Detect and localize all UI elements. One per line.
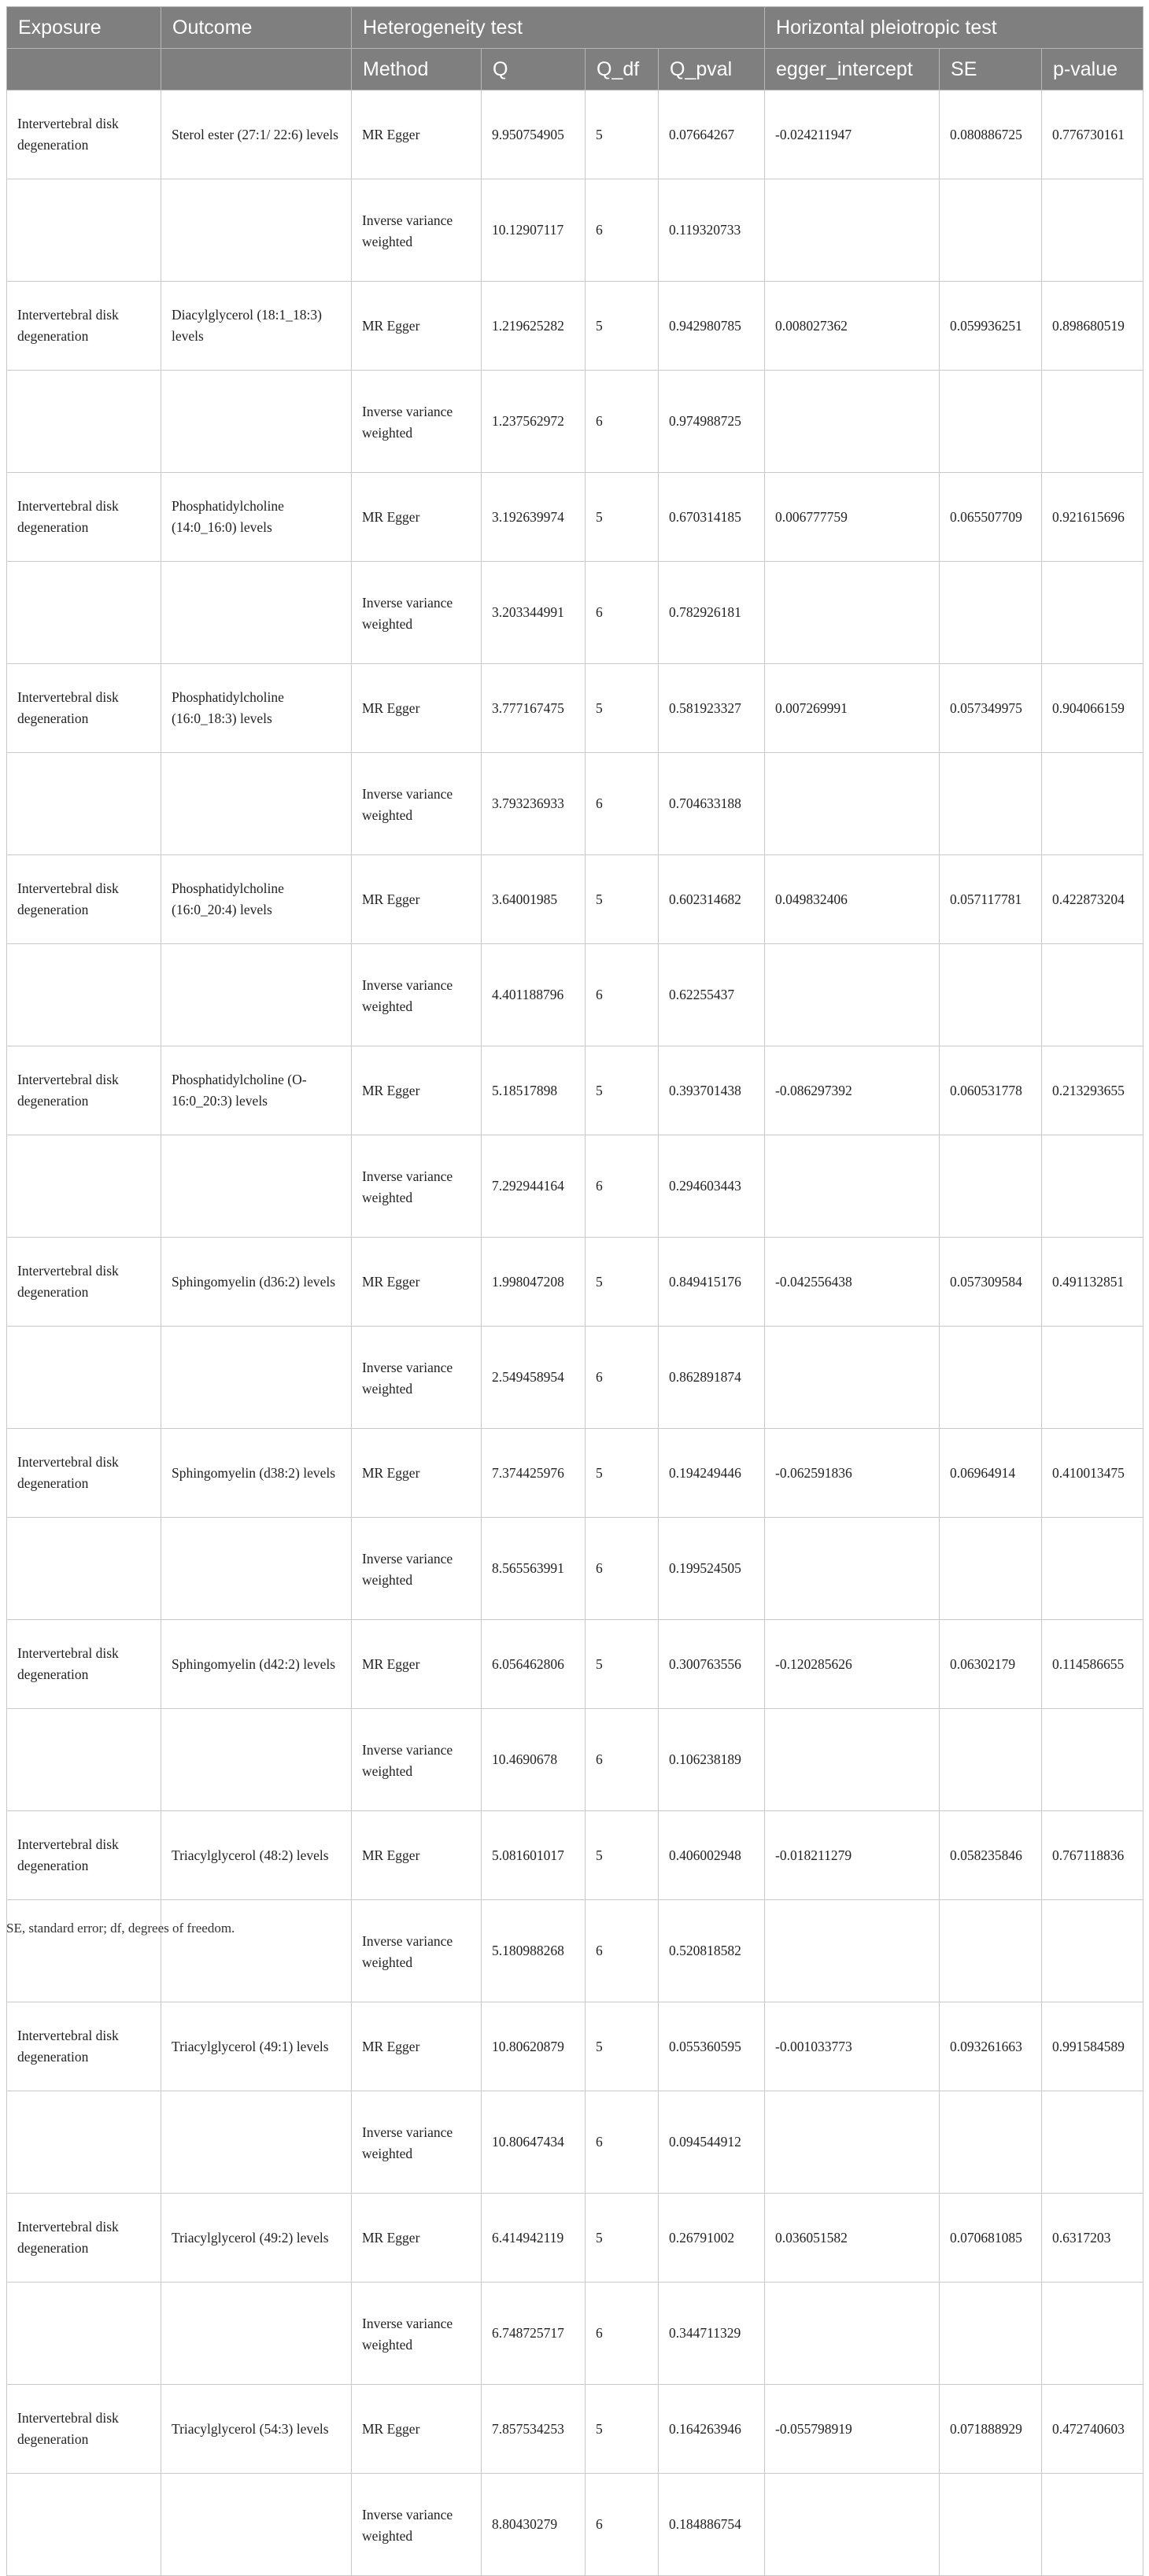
p-value-cell: 0.776730161	[1042, 90, 1143, 179]
outcome-cell	[161, 944, 352, 1046]
header-exposure: Exposure	[7, 7, 161, 49]
exposure-cell	[7, 562, 161, 664]
exposure-cell	[7, 1327, 161, 1429]
p-value-cell: 0.422873204	[1042, 855, 1143, 944]
p-value-cell	[1042, 2091, 1143, 2194]
results-table	[6, 6, 1143, 2576]
q-pval-cell: 0.62255437	[659, 944, 765, 1046]
q-df-cell: 6	[586, 944, 659, 1046]
se-cell: 0.058235846	[940, 1811, 1042, 1900]
q-pval-cell: 0.393701438	[659, 1046, 765, 1135]
table-row	[7, 855, 1143, 944]
p-value-cell	[1042, 371, 1143, 473]
outcome-cell: Triacylglycerol (49:1) levels	[161, 2002, 352, 2091]
exposure-cell: Intervertebral disk degeneration	[7, 664, 161, 753]
q-cell: 3.203344991	[482, 562, 586, 664]
exposure-cell	[7, 2474, 161, 2576]
q-pval-cell: 0.862891874	[659, 1327, 765, 1429]
outcome-cell	[161, 1135, 352, 1238]
method-cell: Inverse variance weighted	[352, 2474, 482, 2576]
method-cell: Inverse variance weighted	[352, 944, 482, 1046]
q-df-cell: 5	[586, 473, 659, 562]
se-cell: 0.06964914	[940, 1429, 1042, 1518]
outcome-cell: Phosphatidylcholine (14:0_16:0) levels	[161, 473, 352, 562]
q-cell: 1.237562972	[482, 371, 586, 473]
egger-intercept-cell: 0.006777759	[765, 473, 940, 562]
outcome-cell: Sphingomyelin (d42:2) levels	[161, 1620, 352, 1709]
header-empty-outcome	[161, 49, 352, 90]
p-value-cell: 0.491132851	[1042, 1238, 1143, 1327]
q-pval-cell: 0.300763556	[659, 1620, 765, 1709]
method-cell: MR Egger	[352, 1620, 482, 1709]
q-df-cell: 5	[586, 1238, 659, 1327]
q-df-cell: 5	[586, 1046, 659, 1135]
outcome-cell: Sphingomyelin (d36:2) levels	[161, 1238, 352, 1327]
q-cell: 6.748725717	[482, 2283, 586, 2385]
q-cell: 8.80430279	[482, 2474, 586, 2576]
q-cell: 5.180988268	[482, 1900, 586, 2002]
p-value-cell: 0.410013475	[1042, 1429, 1143, 1518]
egger-intercept-cell	[765, 1327, 940, 1429]
se-cell	[940, 562, 1042, 664]
method-cell: MR Egger	[352, 282, 482, 371]
q-pval-cell: 0.974988725	[659, 371, 765, 473]
q-pval-cell: 0.106238189	[659, 1709, 765, 1811]
table-row	[7, 1429, 1143, 1518]
se-cell: 0.070681085	[940, 2194, 1042, 2283]
method-cell: Inverse variance weighted	[352, 1135, 482, 1238]
se-cell: 0.059936251	[940, 282, 1042, 371]
table-row	[7, 1238, 1143, 1327]
q-df-cell: 5	[586, 2002, 659, 2091]
q-df-cell: 5	[586, 1429, 659, 1518]
exposure-cell: Intervertebral disk degeneration	[7, 855, 161, 944]
table-row	[7, 2194, 1143, 2283]
q-cell: 2.549458954	[482, 1327, 586, 1429]
exposure-cell: Intervertebral disk degeneration	[7, 2002, 161, 2091]
q-cell: 3.793236933	[482, 753, 586, 855]
p-value-cell: 0.898680519	[1042, 282, 1143, 371]
q-pval-cell: 0.704633188	[659, 753, 765, 855]
table-row	[7, 2283, 1143, 2385]
outcome-cell: Sterol ester (27:1/ 22:6) levels	[161, 90, 352, 179]
header-heterogeneity-test: Heterogeneity test	[352, 7, 765, 49]
q-pval-cell: 0.055360595	[659, 2002, 765, 2091]
q-pval-cell: 0.119320733	[659, 179, 765, 282]
header-row-sub	[7, 49, 1143, 90]
outcome-cell: Triacylglycerol (54:3) levels	[161, 2385, 352, 2474]
se-cell: 0.060531778	[940, 1046, 1042, 1135]
header-p-value: p-value	[1042, 49, 1143, 90]
q-df-cell: 6	[586, 2283, 659, 2385]
method-cell: Inverse variance weighted	[352, 1327, 482, 1429]
p-value-cell	[1042, 753, 1143, 855]
header-se: SE	[940, 49, 1042, 90]
exposure-cell	[7, 2283, 161, 2385]
exposure-cell: Intervertebral disk degeneration	[7, 1046, 161, 1135]
q-df-cell: 5	[586, 1620, 659, 1709]
method-cell: MR Egger	[352, 2002, 482, 2091]
header-outcome: Outcome	[161, 7, 352, 49]
outcome-cell	[161, 2283, 352, 2385]
se-cell: 0.071888929	[940, 2385, 1042, 2474]
q-cell: 8.565563991	[482, 1518, 586, 1620]
outcome-cell: Triacylglycerol (48:2) levels	[161, 1811, 352, 1900]
table-row	[7, 371, 1143, 473]
exposure-cell: Intervertebral disk degeneration	[7, 282, 161, 371]
q-pval-cell: 0.782926181	[659, 562, 765, 664]
outcome-cell	[161, 1900, 352, 2002]
q-df-cell: 6	[586, 1900, 659, 2002]
se-cell	[940, 1135, 1042, 1238]
p-value-cell	[1042, 2283, 1143, 2385]
exposure-cell	[7, 2091, 161, 2194]
egger-intercept-cell: 0.036051582	[765, 2194, 940, 2283]
p-value-cell: 0.213293655	[1042, 1046, 1143, 1135]
exposure-cell: Intervertebral disk degeneration	[7, 1238, 161, 1327]
q-pval-cell: 0.26791002	[659, 2194, 765, 2283]
q-df-cell: 6	[586, 1709, 659, 1811]
p-value-cell	[1042, 1518, 1143, 1620]
p-value-cell	[1042, 1327, 1143, 1429]
se-cell	[940, 944, 1042, 1046]
table-row	[7, 2474, 1143, 2576]
header-row-top	[7, 7, 1143, 49]
q-cell: 10.12907117	[482, 179, 586, 282]
p-value-cell: 0.921615696	[1042, 473, 1143, 562]
se-cell: 0.057117781	[940, 855, 1042, 944]
egger-intercept-cell	[765, 2283, 940, 2385]
table-row	[7, 1046, 1143, 1135]
se-cell	[940, 2283, 1042, 2385]
q-cell: 7.374425976	[482, 1429, 586, 1518]
q-pval-cell: 0.07664267	[659, 90, 765, 179]
q-cell: 5.18517898	[482, 1046, 586, 1135]
egger-intercept-cell	[765, 179, 940, 282]
table-row	[7, 944, 1143, 1046]
q-df-cell: 6	[586, 179, 659, 282]
q-pval-cell: 0.849415176	[659, 1238, 765, 1327]
q-cell: 3.777167475	[482, 664, 586, 753]
header-q-pval: Q_pval	[659, 49, 765, 90]
se-cell: 0.057349975	[940, 664, 1042, 753]
table-row	[7, 664, 1143, 753]
table-body	[7, 90, 1143, 2576]
table-row	[7, 1518, 1143, 1620]
q-df-cell: 6	[586, 753, 659, 855]
method-cell: Inverse variance weighted	[352, 1518, 482, 1620]
method-cell: MR Egger	[352, 2385, 482, 2474]
method-cell: MR Egger	[352, 1811, 482, 1900]
exposure-cell	[7, 753, 161, 855]
se-cell: 0.093261663	[940, 2002, 1042, 2091]
se-cell: 0.065507709	[940, 473, 1042, 562]
p-value-cell: 0.767118836	[1042, 1811, 1143, 1900]
table-row	[7, 753, 1143, 855]
table-footnote: SE, standard error; df, degrees of freedom.	[6, 1921, 235, 1936]
outcome-cell	[161, 2474, 352, 2576]
se-cell: 0.06302179	[940, 1620, 1042, 1709]
table-row	[7, 1811, 1143, 1900]
q-pval-cell: 0.184886754	[659, 2474, 765, 2576]
outcome-cell: Triacylglycerol (49:2) levels	[161, 2194, 352, 2283]
q-pval-cell: 0.194249446	[659, 1429, 765, 1518]
outcome-cell	[161, 562, 352, 664]
egger-intercept-cell	[765, 562, 940, 664]
se-cell	[940, 1900, 1042, 2002]
table-row	[7, 1135, 1143, 1238]
se-cell	[940, 1327, 1042, 1429]
method-cell: Inverse variance weighted	[352, 2283, 482, 2385]
egger-intercept-cell	[765, 1709, 940, 1811]
outcome-cell	[161, 371, 352, 473]
outcome-cell	[161, 753, 352, 855]
outcome-cell: Phosphatidylcholine (16:0_18:3) levels	[161, 664, 352, 753]
table-row	[7, 1620, 1143, 1709]
table-row	[7, 179, 1143, 282]
method-cell: MR Egger	[352, 1238, 482, 1327]
egger-intercept-cell: -0.001033773	[765, 2002, 940, 2091]
p-value-cell: 0.472740603	[1042, 2385, 1143, 2474]
egger-intercept-cell: -0.062591836	[765, 1429, 940, 1518]
q-df-cell: 6	[586, 371, 659, 473]
q-df-cell: 6	[586, 562, 659, 664]
egger-intercept-cell	[765, 753, 940, 855]
q-pval-cell: 0.581923327	[659, 664, 765, 753]
q-df-cell: 5	[586, 2385, 659, 2474]
header-horizontal-pleiotropic-test: Horizontal pleiotropic test	[765, 7, 1143, 49]
egger-intercept-cell	[765, 1135, 940, 1238]
exposure-cell: Intervertebral disk degeneration	[7, 473, 161, 562]
q-pval-cell: 0.406002948	[659, 1811, 765, 1900]
q-cell: 1.219625282	[482, 282, 586, 371]
p-value-cell	[1042, 1709, 1143, 1811]
q-df-cell: 6	[586, 1135, 659, 1238]
method-cell: MR Egger	[352, 1429, 482, 1518]
q-cell: 6.056462806	[482, 1620, 586, 1709]
egger-intercept-cell: 0.007269991	[765, 664, 940, 753]
se-cell	[940, 753, 1042, 855]
egger-intercept-cell: -0.055798919	[765, 2385, 940, 2474]
method-cell: Inverse variance weighted	[352, 1709, 482, 1811]
egger-intercept-cell	[765, 371, 940, 473]
egger-intercept-cell: 0.008027362	[765, 282, 940, 371]
q-df-cell: 6	[586, 1518, 659, 1620]
se-cell: 0.080886725	[940, 90, 1042, 179]
se-cell	[940, 1709, 1042, 1811]
se-cell: 0.057309584	[940, 1238, 1042, 1327]
egger-intercept-cell	[765, 2091, 940, 2194]
exposure-cell	[7, 1900, 161, 2002]
method-cell: Inverse variance weighted	[352, 562, 482, 664]
method-cell: Inverse variance weighted	[352, 179, 482, 282]
p-value-cell: 0.904066159	[1042, 664, 1143, 753]
method-cell: Inverse variance weighted	[352, 2091, 482, 2194]
outcome-cell: Diacylglycerol (18:1_18:3) levels	[161, 282, 352, 371]
outcome-cell	[161, 179, 352, 282]
egger-intercept-cell: -0.018211279	[765, 1811, 940, 1900]
method-cell: Inverse variance weighted	[352, 1900, 482, 2002]
exposure-cell: Intervertebral disk degeneration	[7, 1620, 161, 1709]
outcome-cell: Phosphatidylcholine (16:0_20:4) levels	[161, 855, 352, 944]
q-df-cell: 6	[586, 1327, 659, 1429]
se-cell	[940, 371, 1042, 473]
table-row	[7, 282, 1143, 371]
exposure-cell	[7, 944, 161, 1046]
p-value-cell	[1042, 562, 1143, 664]
se-cell	[940, 2091, 1042, 2194]
p-value-cell: 0.6317203	[1042, 2194, 1143, 2283]
egger-intercept-cell	[765, 1518, 940, 1620]
header-q-df: Q_df	[586, 49, 659, 90]
outcome-cell	[161, 1327, 352, 1429]
header-egger-intercept: egger_intercept	[765, 49, 940, 90]
method-cell: MR Egger	[352, 2194, 482, 2283]
header-q: Q	[482, 49, 586, 90]
q-cell: 10.80647434	[482, 2091, 586, 2194]
outcome-cell: Phosphatidylcholine (O-16:0_20:3) levels	[161, 1046, 352, 1135]
table-row	[7, 1327, 1143, 1429]
q-pval-cell: 0.164263946	[659, 2385, 765, 2474]
se-cell	[940, 179, 1042, 282]
egger-intercept-cell	[765, 2474, 940, 2576]
method-cell: MR Egger	[352, 664, 482, 753]
q-pval-cell: 0.942980785	[659, 282, 765, 371]
method-cell: MR Egger	[352, 473, 482, 562]
outcome-cell	[161, 1709, 352, 1811]
p-value-cell	[1042, 2474, 1143, 2576]
exposure-cell	[7, 1518, 161, 1620]
p-value-cell: 0.991584589	[1042, 2002, 1143, 2091]
q-pval-cell: 0.670314185	[659, 473, 765, 562]
se-cell	[940, 2474, 1042, 2576]
method-cell: Inverse variance weighted	[352, 371, 482, 473]
method-cell: MR Egger	[352, 855, 482, 944]
q-pval-cell: 0.199524505	[659, 1518, 765, 1620]
q-cell: 7.857534253	[482, 2385, 586, 2474]
q-df-cell: 6	[586, 2091, 659, 2194]
egger-intercept-cell: -0.042556438	[765, 1238, 940, 1327]
outcome-cell	[161, 2091, 352, 2194]
egger-intercept-cell	[765, 944, 940, 1046]
table-row	[7, 1900, 1143, 2002]
q-pval-cell: 0.094544912	[659, 2091, 765, 2194]
q-cell: 6.414942119	[482, 2194, 586, 2283]
exposure-cell	[7, 1135, 161, 1238]
table-row	[7, 562, 1143, 664]
header-empty-exposure	[7, 49, 161, 90]
exposure-cell: Intervertebral disk degeneration	[7, 2194, 161, 2283]
exposure-cell	[7, 371, 161, 473]
q-cell: 4.401188796	[482, 944, 586, 1046]
table-row	[7, 473, 1143, 562]
q-df-cell: 6	[586, 2474, 659, 2576]
header-method: Method	[352, 49, 482, 90]
egger-intercept-cell	[765, 1900, 940, 2002]
table-row	[7, 2002, 1143, 2091]
q-pval-cell: 0.344711329	[659, 2283, 765, 2385]
table-row	[7, 90, 1143, 179]
p-value-cell	[1042, 944, 1143, 1046]
exposure-cell: Intervertebral disk degeneration	[7, 1811, 161, 1900]
q-cell: 10.80620879	[482, 2002, 586, 2091]
se-cell	[940, 1518, 1042, 1620]
q-pval-cell: 0.520818582	[659, 1900, 765, 2002]
q-cell: 9.950754905	[482, 90, 586, 179]
p-value-cell: 0.114586655	[1042, 1620, 1143, 1709]
table-row	[7, 1709, 1143, 1811]
method-cell: Inverse variance weighted	[352, 753, 482, 855]
p-value-cell	[1042, 179, 1143, 282]
table-row	[7, 2091, 1143, 2194]
outcome-cell: Sphingomyelin (d38:2) levels	[161, 1429, 352, 1518]
outcome-cell	[161, 1518, 352, 1620]
q-pval-cell: 0.602314682	[659, 855, 765, 944]
exposure-cell	[7, 1709, 161, 1811]
p-value-cell	[1042, 1900, 1143, 2002]
q-pval-cell: 0.294603443	[659, 1135, 765, 1238]
egger-intercept-cell: -0.120285626	[765, 1620, 940, 1709]
exposure-cell	[7, 179, 161, 282]
method-cell: MR Egger	[352, 1046, 482, 1135]
egger-intercept-cell: 0.049832406	[765, 855, 940, 944]
q-cell: 10.4690678	[482, 1709, 586, 1811]
p-value-cell	[1042, 1135, 1143, 1238]
q-df-cell: 5	[586, 1811, 659, 1900]
q-df-cell: 5	[586, 90, 659, 179]
q-df-cell: 5	[586, 855, 659, 944]
q-df-cell: 5	[586, 2194, 659, 2283]
egger-intercept-cell: -0.024211947	[765, 90, 940, 179]
exposure-cell: Intervertebral disk degeneration	[7, 1429, 161, 1518]
q-cell: 3.192639974	[482, 473, 586, 562]
q-cell: 7.292944164	[482, 1135, 586, 1238]
q-cell: 5.081601017	[482, 1811, 586, 1900]
exposure-cell: Intervertebral disk degeneration	[7, 90, 161, 179]
egger-intercept-cell: -0.086297392	[765, 1046, 940, 1135]
q-cell: 1.998047208	[482, 1238, 586, 1327]
table-row	[7, 2385, 1143, 2474]
q-cell: 3.64001985	[482, 855, 586, 944]
method-cell: MR Egger	[352, 90, 482, 179]
q-df-cell: 5	[586, 282, 659, 371]
q-df-cell: 5	[586, 664, 659, 753]
exposure-cell: Intervertebral disk degeneration	[7, 2385, 161, 2474]
